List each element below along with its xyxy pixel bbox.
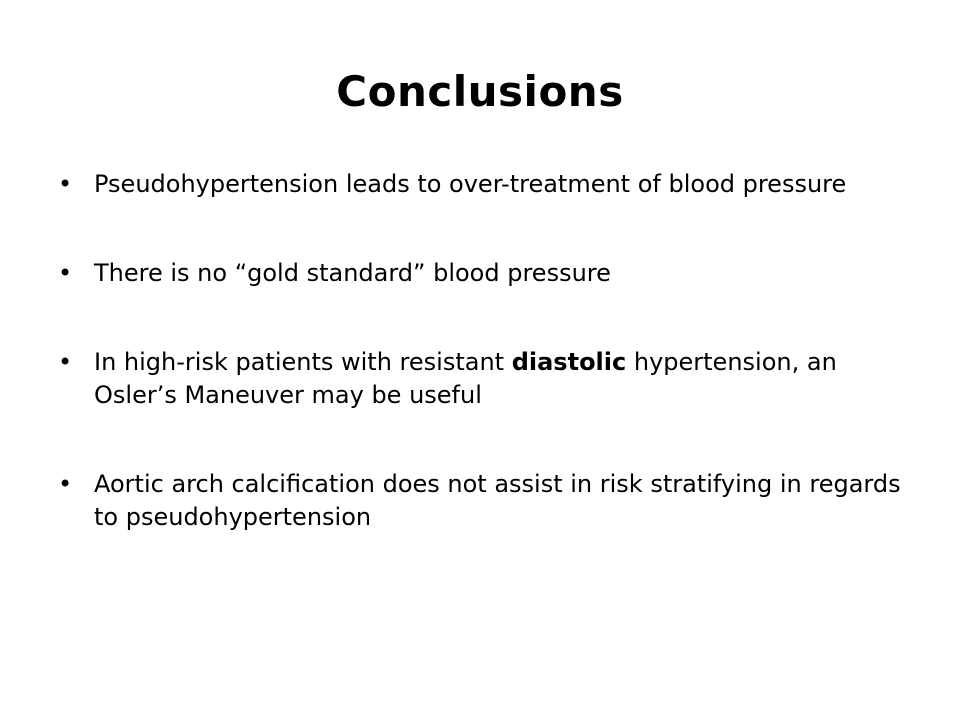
bullet-emphasis: diastolic	[511, 348, 627, 376]
bullet-text: Pseudohypertension leads to over-treatment of blood pressure	[94, 170, 847, 198]
bullet-text-after: hypertension, an Osler’s Maneuver may be useful	[94, 348, 837, 409]
bullet-icon: •	[58, 170, 73, 198]
bullet-item-1	[58, 168, 918, 201]
bullet-item-4	[58, 468, 918, 534]
bullet-item-3	[58, 346, 918, 412]
bullet-text-before: In high-risk patients with resistant	[94, 348, 512, 376]
slide-title: Conclusions	[336, 67, 624, 116]
bullet-text: There is no “gold standard” blood pressure	[94, 259, 611, 287]
bullet-item-2	[58, 257, 918, 290]
bullet-icon: •	[58, 470, 73, 498]
bullet-list	[58, 168, 918, 534]
bullet-icon: •	[58, 348, 73, 376]
bullet-icon: •	[58, 259, 73, 287]
bullet-text: Aortic arch calcification does not assist in risk stratifying in regards to pseudohypertension	[94, 470, 901, 531]
